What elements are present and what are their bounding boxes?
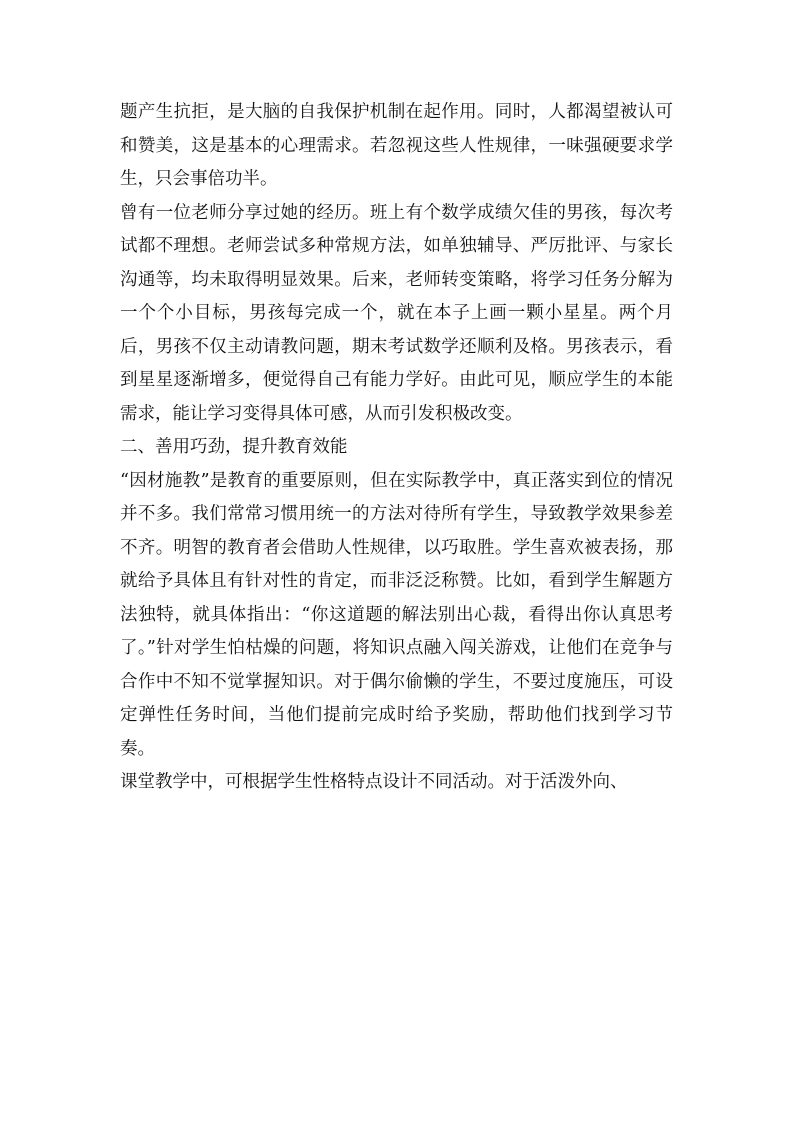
paragraph-3: “因材施教”是教育的重要原则，但在实际教学中，真正落实到位的情况并不多。我们常常习惯用统一的方法对待所有学生，导致教学效果参差不齐。明智的教育者会借助人性规律，以巧取胜。学生喜欢被表扬，那就给予具体且有针对性的肯定，而非泛泛称赞。比如，看到学生解题方法独特，就具体指出：“你这道题的解法别出心裁，看得出你认真思考了。”针对学生怕枯燥的问题，将知识点融入闯关游戏，让他们在竞争与合作中不知不觉掌握知识。对于偶尔偷懒的学生，不要过度施压，可设定弹性任务时间，当他们提前完成时给予奖励，帮助他们找到学习节奏。 [120,470,673,759]
paragraph-1: 题产生抗拒，是大脑的自我保护机制在起作用。同时，人都渴望被认可和赞美，这是基本的心理需求。若忽视这些人性规律，一味强硬要求学生，只会事倍功半。 [120,102,673,189]
section-heading: 二、善用巧劲，提升教育效能 [120,437,348,457]
paragraph-4: 课堂教学中，可根据学生性格特点设计不同活动。对于活泼外向、 [120,772,628,792]
paragraph-2: 曾有一位老师分享过她的经历。班上有个数学成绩欠佳的男孩，每次考试都不理想。老师尝试多种常规方法，如单独辅导、严厉批评、与家长沟通等，均未取得明显效果。后来，老师转变策略，将学习任务分解为一个个小目标，男孩每完成一个，就在本子上画一颗小星星。两个月后，男孩不仅主动请教问题，期末考试数学还顺利及格。男孩表示，看到星星逐渐增多，便觉得自己有能力学好。由此可见，顺应学生的本能需求，能让学习变得具体可感，从而引发积极改变。 [120,202,673,424]
document-page [120,96,673,800]
